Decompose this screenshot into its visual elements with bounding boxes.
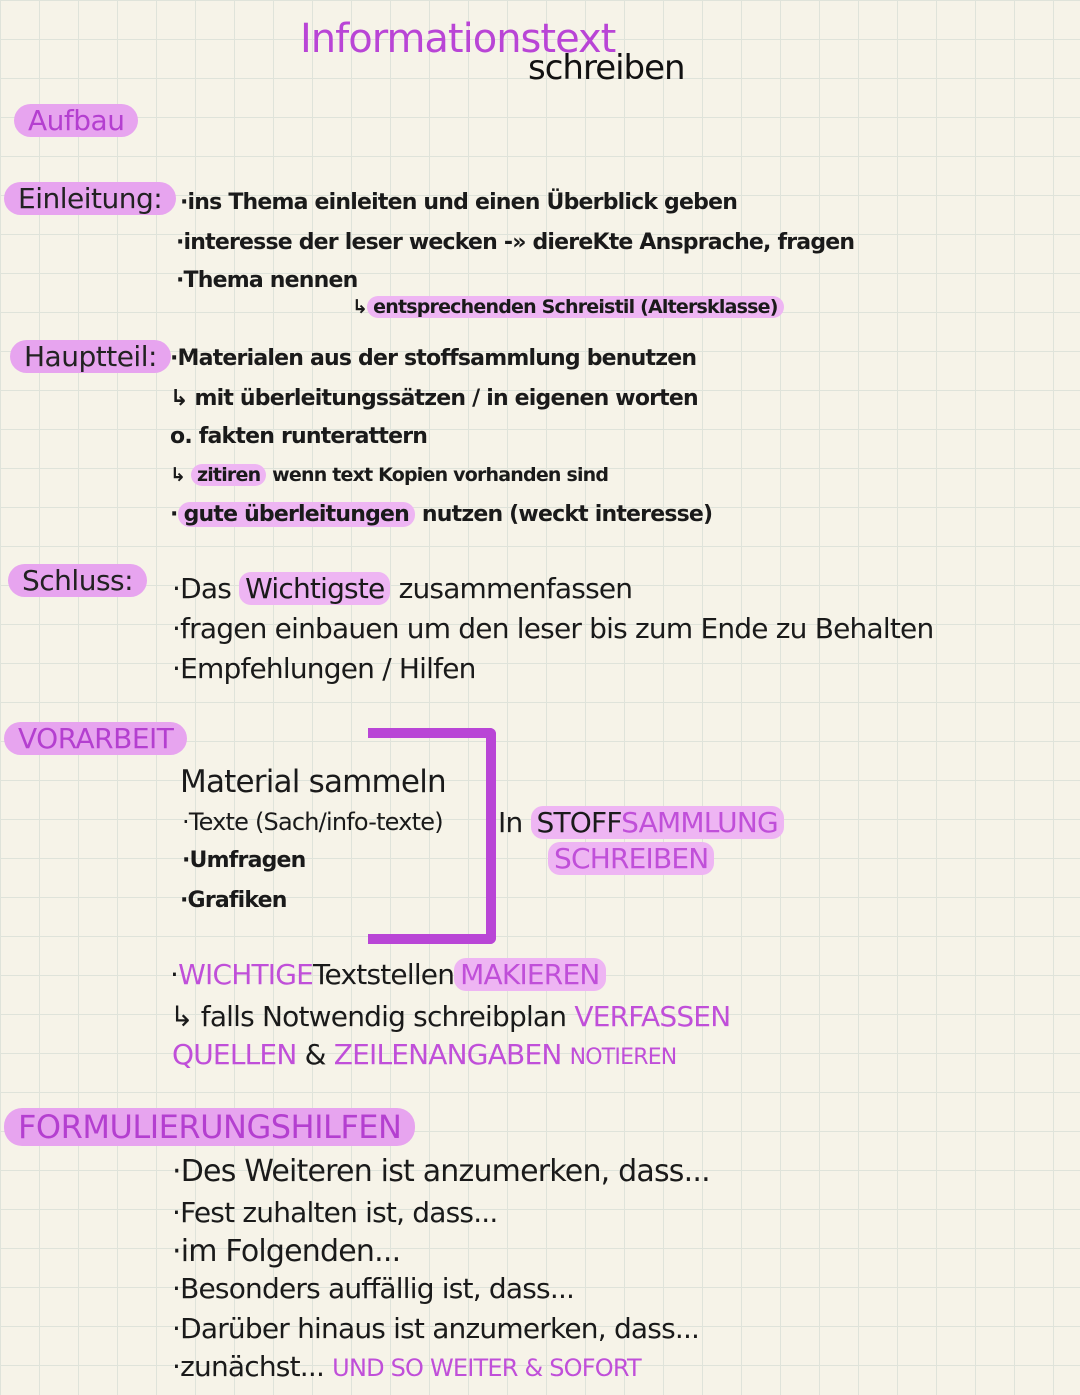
ampersand-text: &	[304, 1038, 326, 1071]
einleitung-label: Einleitung:	[4, 182, 176, 215]
makieren-highlight: MAKIEREN	[454, 958, 605, 991]
hauptteil-line-4-rest: wenn text Kopien vorhanden sind	[272, 464, 609, 486]
textstellen-text: Textstellen	[313, 958, 455, 991]
schluss-line-1-pre: ·Das	[172, 572, 232, 605]
einleitung-sub-line	[352, 296, 784, 318]
hauptteil-line-4	[170, 464, 608, 486]
bullet: ·	[170, 958, 179, 991]
wichtige-text: WICHTIGE	[178, 958, 314, 991]
und-so-weiter-text: UND SO WEITER & SOFORT	[332, 1354, 641, 1382]
quellen-text: QUELLEN	[172, 1038, 297, 1071]
einleitung-line-1: ·ins Thema einleiten und einen Überblick geben	[180, 190, 738, 215]
notieren-text: NOTIEREN	[569, 1045, 677, 1070]
formulierung-line-3: ·im Folgenden...	[172, 1234, 401, 1269]
schluss-line-3: ·Empfehlungen / Hilfen	[172, 652, 476, 685]
schreibplan-text: ↳ falls Notwendig schreibplan	[170, 1000, 567, 1033]
in-label: In	[498, 806, 523, 839]
formulierung-line-4: ·Besonders auffällig ist, dass...	[172, 1272, 575, 1305]
formulierung-line-6	[172, 1350, 641, 1383]
einleitung-line-2: ·interesse der leser wecken -» diereKte Ansprache, fragen	[176, 230, 855, 255]
material-item-3: ·Grafiken	[180, 888, 287, 913]
schluss-label: Schluss:	[8, 564, 147, 597]
formulierung-label: FORMULIERUNGSHILFEN	[4, 1108, 415, 1146]
vorarbeit-line-2	[170, 1000, 730, 1033]
einleitung-line-3: ·Thema nennen	[176, 268, 358, 293]
hauptteil-line-5-highlight: gute überleitungen	[178, 502, 415, 527]
zeilenangaben-text: ZEILENANGABEN	[333, 1038, 562, 1071]
vorarbeit-label: VORARBEIT	[4, 722, 187, 755]
schreiben-highlight: SCHREIBEN	[548, 842, 714, 875]
hauptteil-label: Hauptteil:	[10, 340, 171, 373]
vorarbeit-line-1	[170, 958, 606, 991]
formulierung-line-1: ·Des Weiteren ist anzumerken, dass...	[172, 1154, 710, 1189]
zunaechst-text: ·zunächst...	[172, 1350, 325, 1383]
hauptteil-line-5	[170, 502, 712, 527]
material-item-1: ·Texte (Sach/info-texte)	[182, 808, 443, 836]
schluss-line-1	[172, 572, 632, 605]
hauptteil-line-2: ↳ mit überleitungssätzen / in eigenen worten	[170, 386, 698, 411]
vorarbeit-line-3	[172, 1038, 676, 1071]
page-subtitle: schreiben	[528, 48, 685, 88]
bullet: ·	[170, 502, 178, 527]
stoffsammlung-highlight	[531, 806, 784, 839]
schreiben-line	[548, 842, 714, 875]
arrow-icon: ↳	[170, 464, 186, 486]
stoff-purple: SAMMLUNG	[621, 806, 778, 839]
schluss-line-2: ·fragen einbauen um den leser bis zum Ende zu Behalten	[172, 612, 934, 645]
aufbau-label: Aufbau	[14, 104, 138, 137]
stoffsammlung-line	[498, 806, 784, 839]
formulierung-line-5: ·Darüber hinaus ist anzumerken, dass...	[172, 1312, 700, 1345]
bracket	[368, 728, 496, 944]
stoff-dark: STOFF	[536, 806, 622, 839]
verfassen-text: VERFASSEN	[574, 1000, 731, 1033]
schluss-line-1-highlight: Wichtigste	[239, 572, 390, 605]
hauptteil-line-4-highlight: zitiren	[191, 464, 266, 486]
hauptteil-line-3: o. fakten runterattern	[170, 424, 428, 449]
einleitung-sub-highlight: entsprechenden Schreistil (Altersklasse)	[367, 296, 783, 318]
formulierung-line-2: ·Fest zuhalten ist, dass...	[172, 1196, 498, 1229]
hauptteil-line-1: ·Materialen aus der stoffsammlung benutzen	[170, 346, 697, 371]
schluss-line-1-rest: zusammenfassen	[398, 572, 633, 605]
hauptteil-line-5-rest: nutzen (weckt interesse)	[421, 502, 713, 527]
page-title: Informationstext	[300, 16, 616, 62]
material-title: Material sammeln	[180, 764, 446, 800]
material-item-2: ·Umfragen	[182, 848, 306, 873]
arrow-icon: ↳	[352, 296, 368, 318]
